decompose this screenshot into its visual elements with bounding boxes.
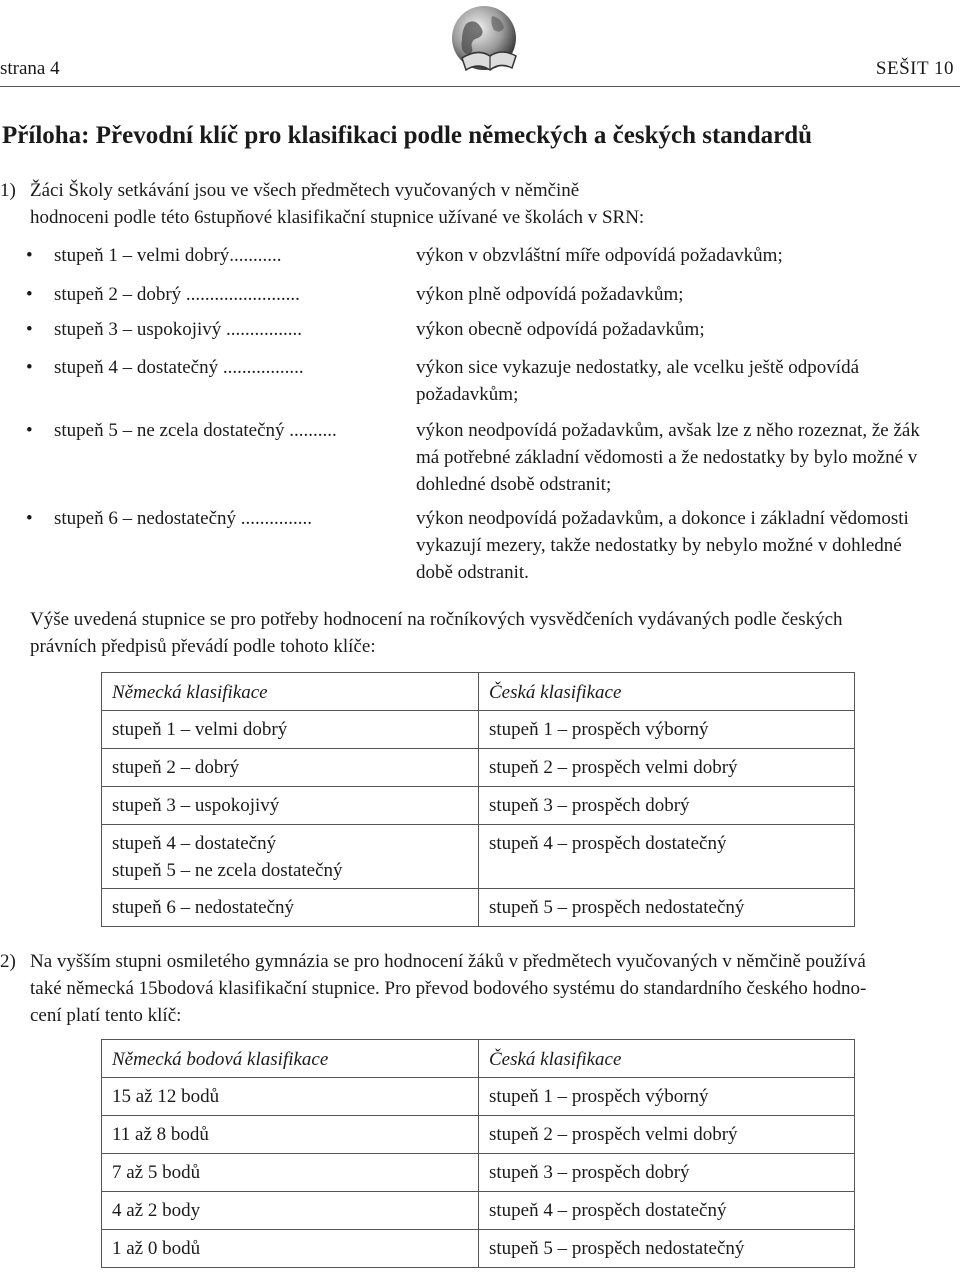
table-cell: stupeň 1 – prospěch výborný — [479, 1078, 855, 1116]
grade-label: stupeň 5 – ne zcela dostatečný .......... — [54, 420, 337, 441]
table-header-row — [102, 1040, 855, 1078]
section-number: 1) — [0, 180, 16, 201]
table-cell: stupeň 6 – nedostatečný — [102, 889, 479, 927]
bullet-icon: • — [26, 508, 33, 529]
bullet-icon: • — [26, 245, 33, 266]
table-cell: stupeň 2 – dobrý — [102, 749, 479, 787]
intro-line: hodnoceni podle této 6stupňové klasifikační stupnice užívané ve školách v SRN: — [30, 207, 645, 228]
bullet-icon: • — [26, 284, 33, 305]
table-cell: stupeň 3 – prospěch dobrý — [479, 787, 855, 825]
table-cell: 1 až 0 bodů — [102, 1230, 479, 1268]
table-row — [102, 889, 855, 927]
intro-line: Žáci Školy setkávání jsou ve všech předmětech vyučovaných v němčině — [30, 180, 580, 201]
grade-description: výkon obecně odpovídá požadavkům; — [416, 319, 705, 340]
table-row — [102, 1116, 855, 1154]
table-cell: stupeň 4 – prospěch dostatečný — [479, 1192, 855, 1230]
bullet-icon: • — [26, 357, 33, 378]
table-cell: 15 až 12 bodů — [102, 1078, 479, 1116]
note-line: právních předpisů převádí podle tohoto klíče: — [30, 636, 376, 657]
table-row — [102, 749, 855, 787]
header-rule — [0, 86, 960, 87]
bullet-icon: • — [26, 319, 33, 340]
cell-line: stupeň 5 – ne zcela dostatečný — [112, 860, 343, 881]
points-conversion-table — [101, 1039, 855, 1268]
text-line: Na vyšším stupni osmiletého gymnázia se pro hodnocení žáků v předmětech vyučovaných v němčině používá — [30, 951, 866, 972]
grade-description: výkon neodpovídá požadavkům, a dokonce i základní vědomosti vykazují mezery, takže nedostatky by nebylo možné v dohledné době odstranit. — [416, 508, 909, 583]
table-cell: 7 až 5 bodů — [102, 1154, 479, 1192]
table-header-row — [102, 673, 855, 711]
table-cell: 4 až 2 body — [102, 1192, 479, 1230]
grade-label: stupeň 6 – nedostatečný ............... — [54, 508, 313, 529]
grade-conversion-table — [101, 672, 855, 927]
table-cell — [102, 825, 479, 889]
table-row — [102, 1192, 855, 1230]
note-line: Výše uvedená stupnice se pro potřeby hodnocení na ročníkových vysvědčeních vydávaných podle českých — [30, 609, 843, 630]
grade-description: výkon neodpovídá požadavkům, avšak lze z něho rozeznat, že žák má potřebné základní vědomosti a že nedostatky by bylo možné v dohledné dsobě odstranit; — [416, 420, 920, 495]
table-cell: stupeň 5 – prospěch nedostatečný — [479, 1230, 855, 1268]
table-cell: stupeň 5 – prospěch nedostatečný — [479, 889, 855, 927]
cell-line: stupeň 4 – dostatečný — [112, 833, 277, 854]
table-header-cell: Německá bodová klasifikace — [102, 1040, 479, 1078]
table-cell: stupeň 1 – velmi dobrý — [102, 711, 479, 749]
table-header-cell: Česká klasifikace — [479, 1040, 855, 1078]
table-cell: stupeň 3 – uspokojivý — [102, 787, 479, 825]
grade-label: stupeň 3 – uspokojivý ................ — [54, 319, 303, 340]
table-row — [102, 711, 855, 749]
table-cell: stupeň 2 – prospěch velmi dobrý — [479, 1116, 855, 1154]
bullet-icon: • — [26, 420, 33, 441]
conversion-note — [30, 606, 958, 660]
grade-label: stupeň 2 – dobrý ........................ — [54, 284, 300, 305]
page-header-right: SEŠIT 10 — [875, 58, 954, 79]
table-row — [102, 825, 855, 889]
table-cell: 11 až 8 bodů — [102, 1116, 479, 1154]
page-title: Příloha: Převodní klíč pro klasifikaci podle německých a českých standardů — [2, 122, 812, 149]
table-row — [102, 1230, 855, 1268]
table-row — [102, 787, 855, 825]
grade-description: výkon v obzvláštní míře odpovídá požadavkům; — [416, 245, 783, 266]
grade-description: výkon plně odpovídá požadavkům; — [416, 284, 684, 305]
table-row — [102, 1078, 855, 1116]
page-header-left: strana 4 — [0, 58, 60, 79]
section-number: 2) — [0, 951, 16, 972]
table-cell: stupeň 2 – prospěch velmi dobrý — [479, 749, 855, 787]
table-header-cell: Česká klasifikace — [479, 673, 855, 711]
table-cell: stupeň 1 – prospěch výborný — [479, 711, 855, 749]
table-row — [102, 1154, 855, 1192]
table-header-cell: Německá klasifikace — [102, 673, 479, 711]
text-line: také německá 15bodová klasifikační stupnice. Pro převod bodového systému do standardního českého hodno- — [30, 978, 867, 999]
table-cell: stupeň 4 – prospěch dostatečný — [479, 825, 855, 889]
globe-book-icon — [436, 2, 526, 82]
grade-description: výkon sice vykazuje nedostatky, ale vcelku ještě odpovídá požadavkům; — [416, 357, 860, 405]
table-cell: stupeň 3 – prospěch dobrý — [479, 1154, 855, 1192]
grade-label: stupeň 4 – dostatečný ................. — [54, 357, 304, 378]
grade-label: stupeň 1 – velmi dobrý........... — [54, 245, 282, 266]
text-line: cení platí tento klíč: — [30, 1005, 182, 1026]
